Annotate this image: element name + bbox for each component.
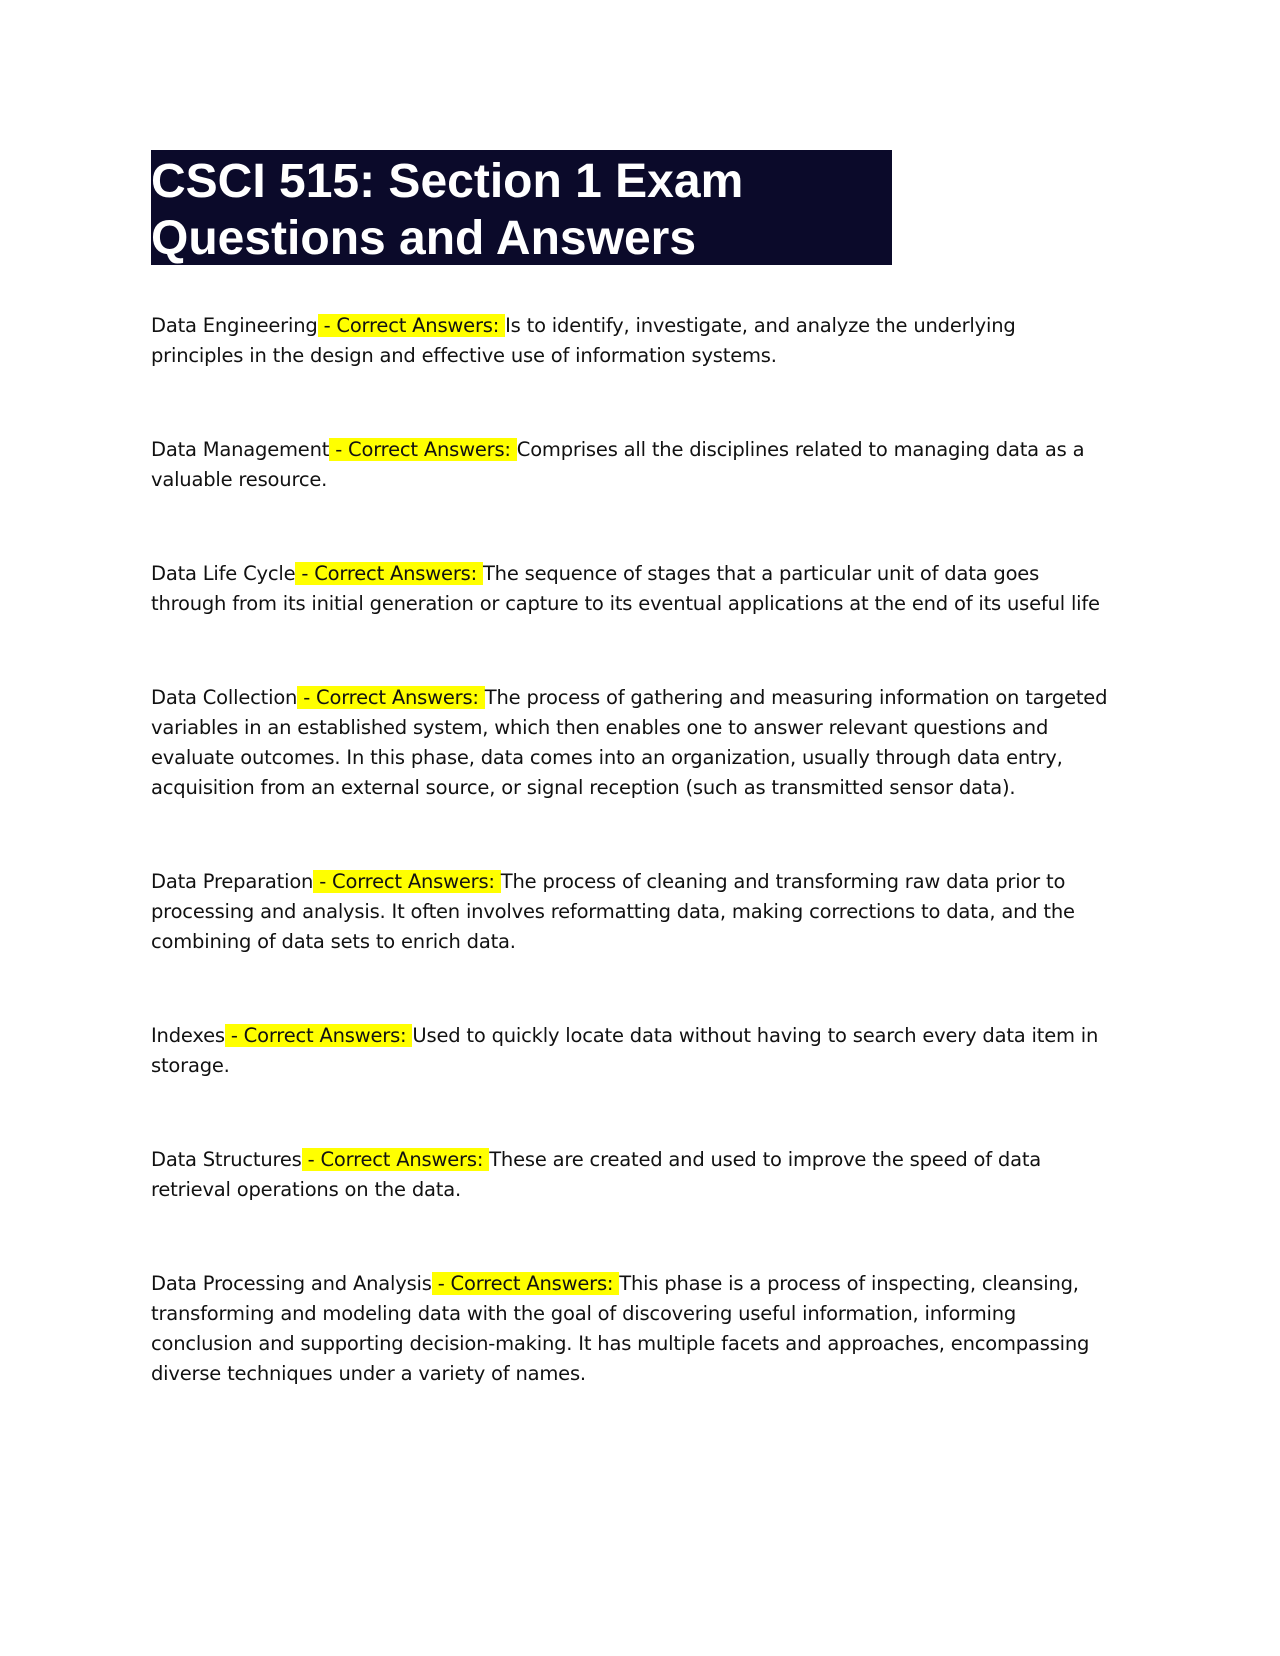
qa-entry (151, 1145, 1111, 1205)
term: Data Life Cycle (151, 562, 296, 585)
answer-separator: - Correct Answers: (302, 1148, 490, 1171)
term: Data Engineering (151, 314, 318, 337)
term: Data Processing and Analysis (151, 1272, 432, 1295)
term: Data Management (151, 438, 330, 461)
qa-entry (151, 1269, 1111, 1389)
document-title: CSCI 515: Section 1 Exam Questions and Answers (151, 155, 744, 265)
qa-list (151, 311, 1111, 1453)
qa-entry (151, 311, 1111, 371)
qa-entry (151, 1021, 1111, 1081)
term: Data Collection (151, 686, 298, 709)
answer-separator: - Correct Answers: (297, 686, 485, 709)
answer-text: The process of gathering and measuring information on targeted variables in an established system, which then enables one to answer relevant questions and evaluate outcomes. In this phase, data comes into an organization, usually through data entry, acquisition from an external source, or signal reception (such as transmitted sensor data). (151, 686, 1108, 799)
answer-text: Comprises all the disciplines related to managing data as a valuable resource. (151, 438, 1085, 491)
answer-text: Used to quickly locate data without having to search every data item in storage. (151, 1024, 1099, 1077)
answer-separator: - Correct Answers: (432, 1272, 620, 1295)
qa-entry (151, 435, 1111, 495)
answer-text: This phase is a process of inspecting, cleansing, transforming and modeling data with the goal of discovering useful information, informing conclusion and supporting decision-making. It has multiple facets and approaches, encompassing diverse techniques under a variety of names. (151, 1272, 1090, 1385)
answer-separator: - Correct Answers: (225, 1024, 413, 1047)
answer-text: The process of cleaning and transforming raw data prior to processing and analysis. It often involves reformatting data, making corrections to data, and the combining of data sets to enrich data. (151, 870, 1075, 953)
answer-separator: - Correct Answers: (329, 438, 517, 461)
answer-text: These are created and used to improve the speed of data retrieval operations on the data. (151, 1148, 1042, 1201)
term: Data Preparation (151, 870, 314, 893)
term: Indexes (151, 1024, 225, 1047)
title-banner (151, 150, 892, 265)
qa-entry (151, 683, 1111, 803)
answer-separator: - Correct Answers: (295, 562, 483, 585)
qa-entry (151, 559, 1111, 619)
answer-separator: - Correct Answers: (313, 870, 501, 893)
qa-entry (151, 867, 1111, 957)
answer-text: Is to identify, investigate, and analyze the underlying principles in the design and effective use of information systems. (151, 314, 1016, 367)
answer-separator: - Correct Answers: (318, 314, 506, 337)
term: Data Structures (151, 1148, 302, 1171)
answer-text: The sequence of stages that a particular unit of data goes through from its initial generation or capture to its eventual applications at the end of its useful life (151, 562, 1100, 615)
